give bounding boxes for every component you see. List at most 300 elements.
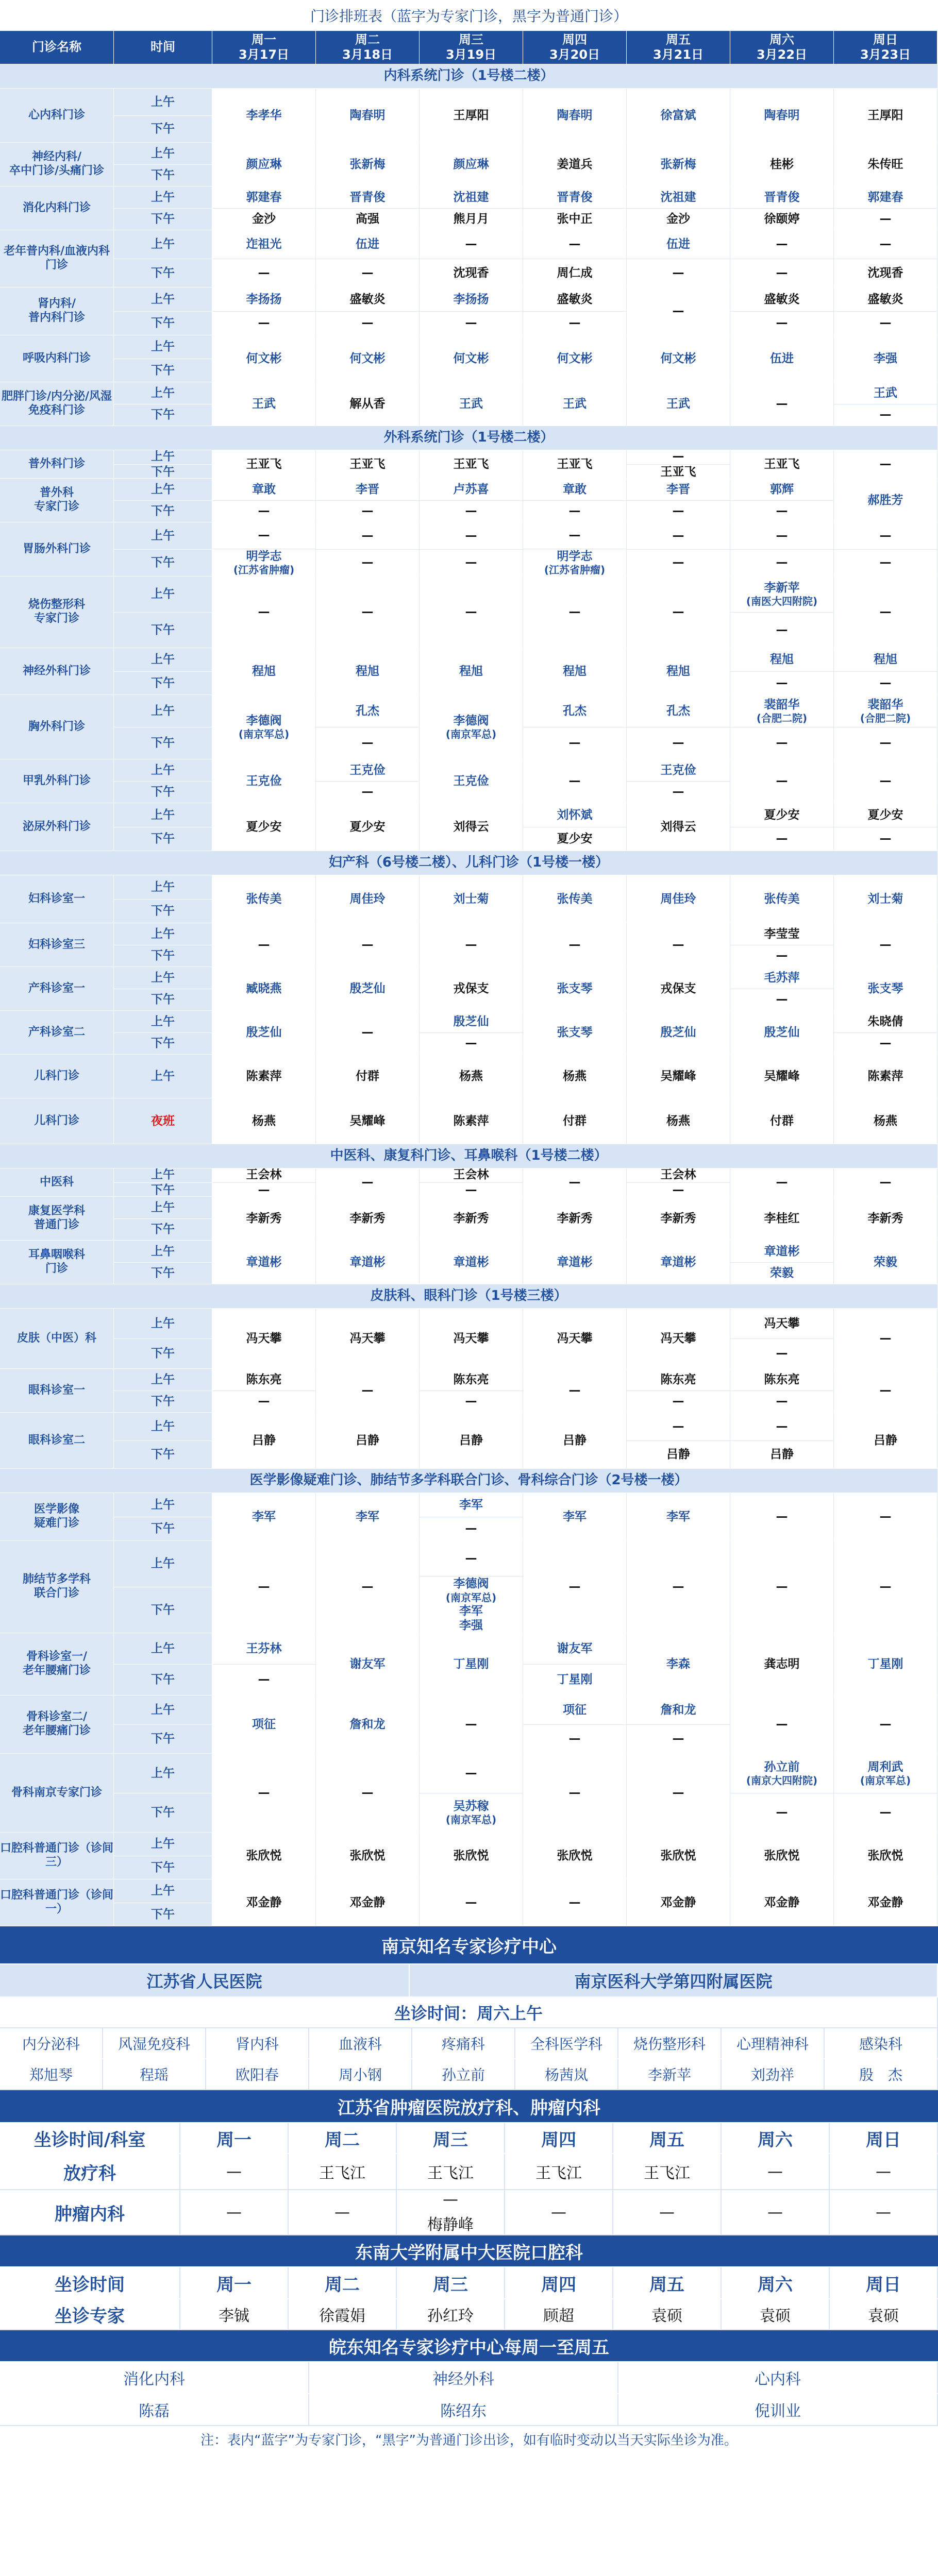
doctor-slot [834,1309,937,1368]
doctor-name: 邓金静 [867,1895,903,1909]
doctor-name: 王芬林 [246,1641,282,1655]
day-cell [523,89,627,142]
wd-dept: 心内科 [618,2362,938,2393]
day-cell [627,1168,730,1196]
doctor-name: — [258,504,270,518]
doctor-name: — [568,504,581,518]
doctor-slot [834,1833,937,1879]
day-cell [730,1241,834,1284]
time-slot: 上午 [114,1541,212,1587]
header-day-name: 周二 [355,32,380,47]
day-cell [420,1413,523,1468]
footnote: 注：表内“蓝字”为专家门诊，“黑字”为普通门诊出诊，如有临时变动以当天实际坐诊为准。 [0,2426,938,2452]
time-slot: 夜班 [151,1114,175,1128]
nj-time-row [0,1997,938,2028]
doctor-name: 陈东亮 [764,1372,800,1386]
day-cell [420,648,523,694]
doctor-name: 王克俭 [660,763,696,777]
doctor-slot [316,648,419,694]
time-slot: 上午 [114,648,212,672]
day-cell [523,648,627,694]
header-day-7 [834,31,937,64]
day-cell [730,1369,834,1412]
doctor-slot [523,577,626,648]
doctor-slot [316,1168,419,1196]
time-slot: 上午 [114,1168,212,1183]
day-cell [834,1011,937,1054]
doctor-name: 桂彬 [770,157,794,171]
day-cell [420,923,523,967]
doctor-slot [627,501,730,522]
doctor-slot [730,312,833,335]
doctor-slot [316,1098,419,1144]
clinic-name: 医学影像 疑难门诊 [0,1493,114,1540]
clinic-name: 神经外科门诊 [0,648,114,694]
clinic-name: 耳鼻咽喉科 门诊 [0,1241,114,1284]
day-cell [523,1168,627,1196]
day-cell [316,875,420,923]
day-cell [523,1011,627,1054]
doctor-slot [420,259,523,287]
day-cell [523,522,627,576]
day-cell [834,1241,937,1284]
doctor-slot [627,1493,730,1540]
doctor-name: 程旭 [356,664,379,678]
doctor-slot [212,803,315,851]
doctor-slot [523,1879,626,1926]
header-day-name: 周四 [562,32,587,47]
time-slot: 下午 [151,736,175,750]
doctor-slot [730,989,833,1011]
doctor-slot [730,1055,833,1098]
time-slot: 上午 [114,1754,212,1793]
day-cell [523,803,627,851]
doctor-slot [627,875,730,923]
day-cell [420,1369,523,1412]
doctor-name: — [361,556,374,570]
doctor-slot [523,1493,626,1540]
doctor-slot [523,1098,626,1144]
doctor-name: 李森 [666,1657,690,1671]
day-cell [523,875,627,923]
doctor-name: — [776,1175,788,1189]
doctor-name: 王会林 [246,1168,282,1182]
doctor-slot [420,695,523,759]
seu-cell: 袁硕 [613,2299,722,2329]
doctor-slot [420,187,523,209]
day-cell [212,1879,316,1926]
time-slots [114,1413,212,1468]
schedule-row [0,1241,938,1284]
time-slot: 上午 [114,1369,212,1391]
clinic-name: 胃肠外科门诊 [0,522,114,576]
doctor-name: 吴苏稼 [453,1800,489,1814]
doctor-name: 张新梅 [660,157,696,171]
doctor-slot [627,1309,730,1368]
day-cell [834,875,937,923]
doctor-slot [627,782,730,803]
time-slot: 上午 [114,759,212,782]
doctor-name: — [361,1383,374,1397]
doctor-slot [212,1183,315,1197]
day-cell [834,450,937,478]
doctor-slot [834,695,937,727]
clinic-name: 儿科门诊 [0,1098,114,1144]
day-cell [730,1098,834,1144]
doctor-slot [627,648,730,694]
day-cell [316,1633,420,1695]
doctor-slot [212,479,315,501]
doctor-name: 张传美 [764,892,800,906]
doctor-slot [523,1633,626,1665]
doctor-slot [212,967,315,1010]
doctor-slot [627,577,730,648]
doctor-slot [730,759,833,803]
onc-header [0,2123,938,2154]
time-slot: 下午 [151,168,175,182]
day-cell [420,695,523,759]
day-cell [523,695,627,759]
doctor-slot [212,1011,315,1054]
doctor-slot [523,1696,626,1725]
day-cell [834,1055,937,1098]
doctor-slot [730,1879,833,1926]
seu-header-cell: 周二 [289,2267,397,2298]
doctor-slot [730,695,833,727]
doctor-name: 邓金静 [246,1895,282,1909]
time-slot: 下午 [151,1183,175,1196]
day-cell [730,695,834,759]
header-day-date: 3月17日 [238,47,290,62]
doctor-name: — [465,1552,477,1566]
day-cell [730,577,834,648]
doctor-slot [316,1833,419,1879]
schedule-row [0,923,938,967]
doctor-slot [627,1011,730,1054]
doctor-slot [834,1413,937,1468]
time-slots [114,1633,212,1695]
day-cell [523,287,627,335]
time-slot: 下午 [151,1860,175,1874]
header-day-date: 3月20日 [549,47,600,62]
clinic-name: 妇科诊室一 [0,875,114,923]
doctor-slot [212,501,315,522]
doctor-name: — [776,1419,788,1433]
doctor-slot [834,803,937,827]
seu-header-cell: 周六 [722,2267,830,2298]
schedule-row [0,1541,938,1633]
doctor-name: 程旭 [874,653,897,667]
doctor-name: 吕静 [874,1433,897,1447]
doctor-name: — [776,832,788,846]
time-slot: 上午 [114,1011,212,1033]
doctor-name: 周利武 [867,1760,903,1774]
nj-doctor: 周小钢 [309,2059,412,2089]
doctor-slot [523,522,626,549]
doctor-slot [212,335,315,382]
doctor-name: 程旭 [252,664,276,678]
doctor-slot [420,1241,523,1284]
doctor-name: 明学志 [246,549,282,563]
doctor-name: 张欣悦 [453,1849,489,1862]
header-day-5 [627,31,730,64]
doctor-slot [420,875,523,923]
doctor-slot [627,1754,730,1832]
schedule-row [0,1754,938,1833]
seu-cell: 坐诊专家 [0,2299,180,2329]
doctor-slot [627,465,730,479]
doctor-name: 李新秀 [453,1211,489,1225]
doctor-name: 盛敏炎 [557,292,593,306]
doctor-name: — [361,938,374,952]
day-cell [212,1633,316,1695]
doctor-slot [834,827,937,851]
doctor-name: — [776,504,788,518]
doctor-slot [834,1696,937,1753]
doctor-slot [420,335,523,382]
day-cell [627,803,730,851]
day-cell [212,1413,316,1468]
time-slot: 上午 [114,450,212,465]
section-title: 医学影像疑难门诊、肺结节多学科联合门诊、骨科综合门诊（2号楼一楼） [0,1469,938,1493]
day-cell [627,230,730,287]
day-cell [212,382,316,426]
doctor-name: 张传美 [557,892,593,906]
day-cell [420,479,523,522]
doctor-name: — [879,408,892,422]
doctor-name: 王武 [252,397,276,411]
doctor-name: 殷芝仙 [349,981,386,995]
doctor-name: 丁星刚 [557,1673,593,1687]
doctor-name: (南医大四附院) [746,595,818,608]
day-cell [627,1369,730,1412]
doctor-name: 杨燕 [666,1114,690,1128]
doctor-name: 卢苏喜 [453,482,489,496]
doctor-name: 金沙 [252,212,276,226]
doctor-name: 裴韶华 [764,698,800,711]
day-cell [730,1754,834,1832]
day-cell [523,1369,627,1412]
day-cell [316,648,420,694]
time-slot: 下午 [151,1347,175,1361]
doctor-slot [316,1633,419,1695]
time-slot: 下午 [151,1266,175,1280]
doctor-slot [212,259,315,287]
doctor-slot [212,1309,315,1368]
doctor-slot [420,923,523,967]
doctor-name: 颜应琳 [453,157,489,171]
time-slot: 下午 [151,465,175,478]
doctor-slot [627,1441,730,1469]
time-slots [114,1241,212,1284]
seu-cell: 袁硕 [830,2299,938,2329]
doctor-name: — [776,1347,788,1361]
doctor-slot [730,827,833,851]
doctor-slot [834,923,937,967]
doctor-name: 王克俭 [349,763,386,777]
doctor-name: 何文彬 [349,351,386,365]
doctor-name: 项征 [252,1717,276,1731]
doctor-name: 王厚阳 [453,108,489,122]
doctor-slot [420,479,523,501]
doctor-name: 李孝华 [246,108,282,122]
day-cell [316,803,420,851]
doctor-slot [834,259,937,287]
doctor-name: 裴韶华 [867,698,903,711]
doctor-name: 颜应琳 [246,157,282,171]
day-cell [212,89,316,142]
day-cell [523,143,627,186]
day-cell [627,1541,730,1633]
doctor-name: 孔杰 [666,704,690,718]
clinic-name: 产科诊室一 [0,967,114,1010]
time-slot: 下午 [151,1907,175,1921]
doctor-name: — [568,605,581,619]
time-slot: 下午 [151,832,175,846]
time-slots [114,382,212,426]
doctor-slot [834,875,937,923]
doctor-name: 谢友军 [557,1641,593,1655]
doctor-slot [523,1725,626,1754]
nj-dept: 烧伤整形科 [618,2028,722,2058]
day-cell [316,1098,420,1144]
doctor-name: — [672,1419,684,1433]
doctor-name: 殷芝仙 [764,1025,800,1039]
doctor-name: — [672,304,684,318]
doctor-slot [316,1197,419,1240]
header-day-date: 3月21日 [652,47,704,62]
day-cell [834,1833,937,1879]
doctor-name: 明学志 [557,549,593,563]
day-cell [834,759,937,803]
doctor-name: — [776,993,788,1007]
doctor-name: 章道彬 [764,1244,800,1258]
time-slots [114,1098,212,1144]
onc-row-label: 肿瘤内科 [0,2190,180,2234]
doctor-name: 晋青俊 [764,190,800,204]
doctor-slot [523,803,626,827]
doctor-name: — [776,676,788,690]
onc-cell [289,2190,397,2234]
doctor-name: 张传美 [246,892,282,906]
wd-doctor: 倪训业 [618,2394,938,2425]
section-header [0,64,938,89]
doctor-slot [730,945,833,967]
time-slot: 下午 [151,1603,175,1617]
doctor-slot [212,1413,315,1468]
schedule-row [0,1833,938,1879]
day-cell [523,1309,627,1368]
doctor-slot [420,1793,523,1833]
doctor-name: — [879,529,892,543]
clinic-name: 骨科诊室二/ 老年腰痛门诊 [0,1696,114,1753]
day-cell [212,1309,316,1368]
doctor-slot [834,1493,937,1540]
day-cell [834,143,937,186]
clinic-name: 甲乳外科门诊 [0,759,114,803]
doctor-name: 张欣悦 [557,1849,593,1862]
doctor-name: 王亚飞 [764,457,800,471]
day-cell [627,450,730,478]
doctor-name: — [568,1580,581,1594]
doctor-slot [420,1413,523,1468]
doctor-slot [316,923,419,967]
doctor-name: — [258,529,270,543]
schedule-row [0,875,938,923]
time-slot: 上午 [114,967,212,989]
doctor-name: 冯天攀 [764,1316,800,1330]
doctor-name: 项征 [563,1703,587,1717]
schedule-row [0,1369,938,1413]
clinic-name: 消化内科门诊 [0,187,114,230]
seu-header-cell: 周日 [830,2267,938,2298]
doctor-name: 王武 [563,397,587,411]
clinic-name: 胸外科门诊 [0,695,114,759]
time-slots [114,759,212,803]
day-cell [627,967,730,1010]
doctor-slot [523,727,626,759]
time-slot: 下午 [151,676,175,690]
doctor-name: 吕静 [356,1433,379,1447]
doctor-name: — [776,266,788,280]
doctor-name: — [258,1183,270,1196]
doctor-slot [316,479,419,501]
doctor-name: — [879,1717,892,1731]
day-cell [212,450,316,478]
schedule-row [0,759,938,803]
day-cell [420,1168,523,1196]
time-slots [114,875,212,923]
day-cell [627,479,730,522]
onc-cell [397,2190,505,2234]
doctor-slot [212,1633,315,1665]
doctor-name: (南京军总) [445,727,497,740]
schedule-row [0,187,938,230]
doctor-slot [834,209,937,230]
doctor-slot [627,1833,730,1879]
doctor-name: — [361,529,374,543]
day-cell [316,1168,420,1196]
doctor-name: — [361,1580,374,1594]
doctor-name: 章道彬 [660,1255,696,1269]
time-slot: 上午 [114,143,212,165]
time-slot: 下午 [151,504,175,518]
doctor-slot [730,803,833,827]
day-cell [420,1879,523,1926]
doctor-slot [212,230,315,259]
schedule-row [0,577,938,648]
clinic-name: 骨科诊室一/ 老年腰痛门诊 [0,1633,114,1695]
doctor-name: — [568,938,581,952]
doctor-slot [730,550,833,577]
day-cell [212,1055,316,1098]
doctor-name: — [465,1895,477,1909]
nj-dept: 内分泌科 [0,2028,103,2058]
doctor-slot [316,1413,419,1468]
doctor-slot [523,875,626,923]
doctor-name: (合肥二院) [756,711,808,724]
doctor-name: — [879,1175,892,1189]
time-slots [114,1754,212,1832]
day-cell [316,450,420,478]
doctor-name: — [465,504,477,518]
day-cell [834,522,937,576]
time-slot: 上午 [114,1833,212,1856]
day-cell [834,479,937,522]
time-slot: 上午 [114,1309,212,1339]
doctor-slot [834,1879,937,1926]
doctor-name: 王武 [459,397,483,411]
